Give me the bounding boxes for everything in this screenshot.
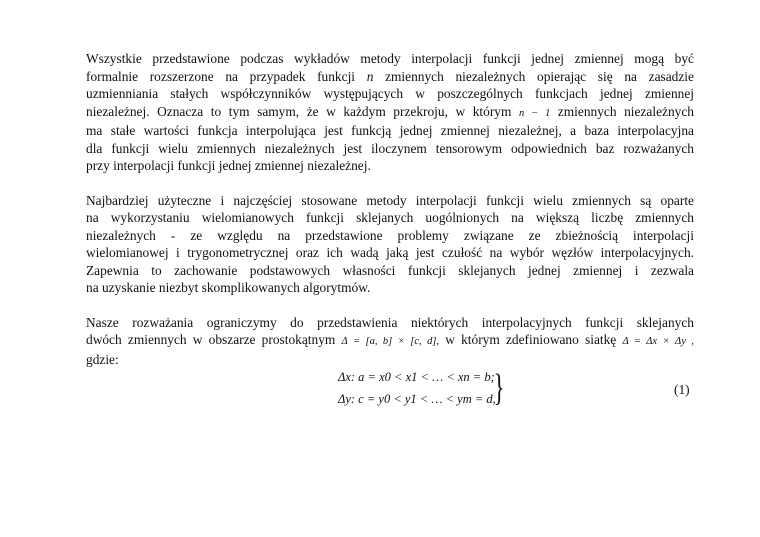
- math-n-minus-1: n − 1: [518, 107, 551, 119]
- p2-line-2: na wykorzystaniu wielomianowych funkcji sklejanych uogólnionych na większą liczbę zmiennych: [86, 210, 694, 225]
- domain-expression: Δ = [a, b] × [c, d],: [341, 336, 440, 347]
- p3-line-2: [86, 331, 694, 351]
- p3-line-1: Nasze rozważania ograniczymy do przedstawienia niektórych interpolacyjnych funkcji sklejanych: [86, 314, 694, 330]
- p2-line-3: niezależnych - ze względu na przedstawione problemy związane ze zbieżnością interpolacji: [86, 227, 694, 243]
- p2-line-6: na uzyskanie niezbyt skomplikowanych algorytmów.: [86, 280, 371, 295]
- p1-line-5: ma stałe wartości funkcja interpolująca jest funkcją jednej zmiennej niezależnej, a baza interpolacyjna: [86, 123, 694, 138]
- formula-row-y: Δy: c = y0 < y1 < … < ym = d,: [338, 392, 496, 406]
- math-n: n: [366, 68, 374, 84]
- p3-line-3: gdzie:: [86, 351, 119, 367]
- p1-line-4-a: niezależnej. Oznacza to tym samym, że w każdym przekroju, w którym: [86, 103, 512, 119]
- p1-line-2-a: formalnie rozszerzone na przypadek funkcji: [86, 68, 356, 84]
- p1-line-2-b: zmiennych niezależnych opierając się na zasadzie: [385, 68, 694, 84]
- formula-row-x: Δx: a = x0 < x1 < … < xn = b;: [338, 370, 495, 384]
- paragraph-1: [86, 50, 694, 175]
- equation-number: (1): [674, 382, 690, 397]
- p1-line-3: uzmienniania stałych współczynników występujących w poszczególnych funkcjach jednej zmiennej: [86, 86, 694, 101]
- p1-line-4: [86, 103, 694, 123]
- p3-line-2-a: dwóch zmiennych w obszarze prostokątnym: [86, 332, 336, 347]
- paragraph-2: [86, 192, 694, 297]
- p2-line-5: Zapewnia to zachowanie podstawowych własności funkcji sklejanych jednej zmiennej i zezwala: [86, 262, 694, 278]
- p3-line-2-b: w którym zdefiniowano siatkę: [445, 332, 617, 347]
- p1-line-2: [86, 68, 694, 86]
- p1-line-4-b: zmiennych niezależnych: [557, 103, 694, 119]
- p1-line-1: Wszystkie przedstawione podczas wykładów metody interpolacji funkcji jednej zmiennej mogą być: [86, 51, 694, 66]
- document-body: [86, 50, 694, 385]
- formula-1: [338, 368, 698, 412]
- p1-line-7: przy interpolacji funkcji jednej zmiennej niezależnej.: [86, 158, 371, 173]
- p2-line-4: wielomianowej i trygonometrycznej oraz ich wadą jaką jest czułość na wybór węzłów interpolacyjnych.: [86, 245, 694, 260]
- p2-line-1: Najbardziej użyteczne i najczęściej stosowane metody interpolacji funkcji wielu zmiennych są oparte: [86, 192, 694, 208]
- grid-expression: Δ = Δx × Δy ,: [622, 336, 694, 347]
- paragraph-3: [86, 314, 694, 369]
- p1-line-6: dla funkcji wielu zmiennych niezależnych jest iloczynem tensorowym odpowiednich baz rozważanych: [86, 140, 694, 156]
- right-brace-icon: }: [493, 367, 505, 409]
